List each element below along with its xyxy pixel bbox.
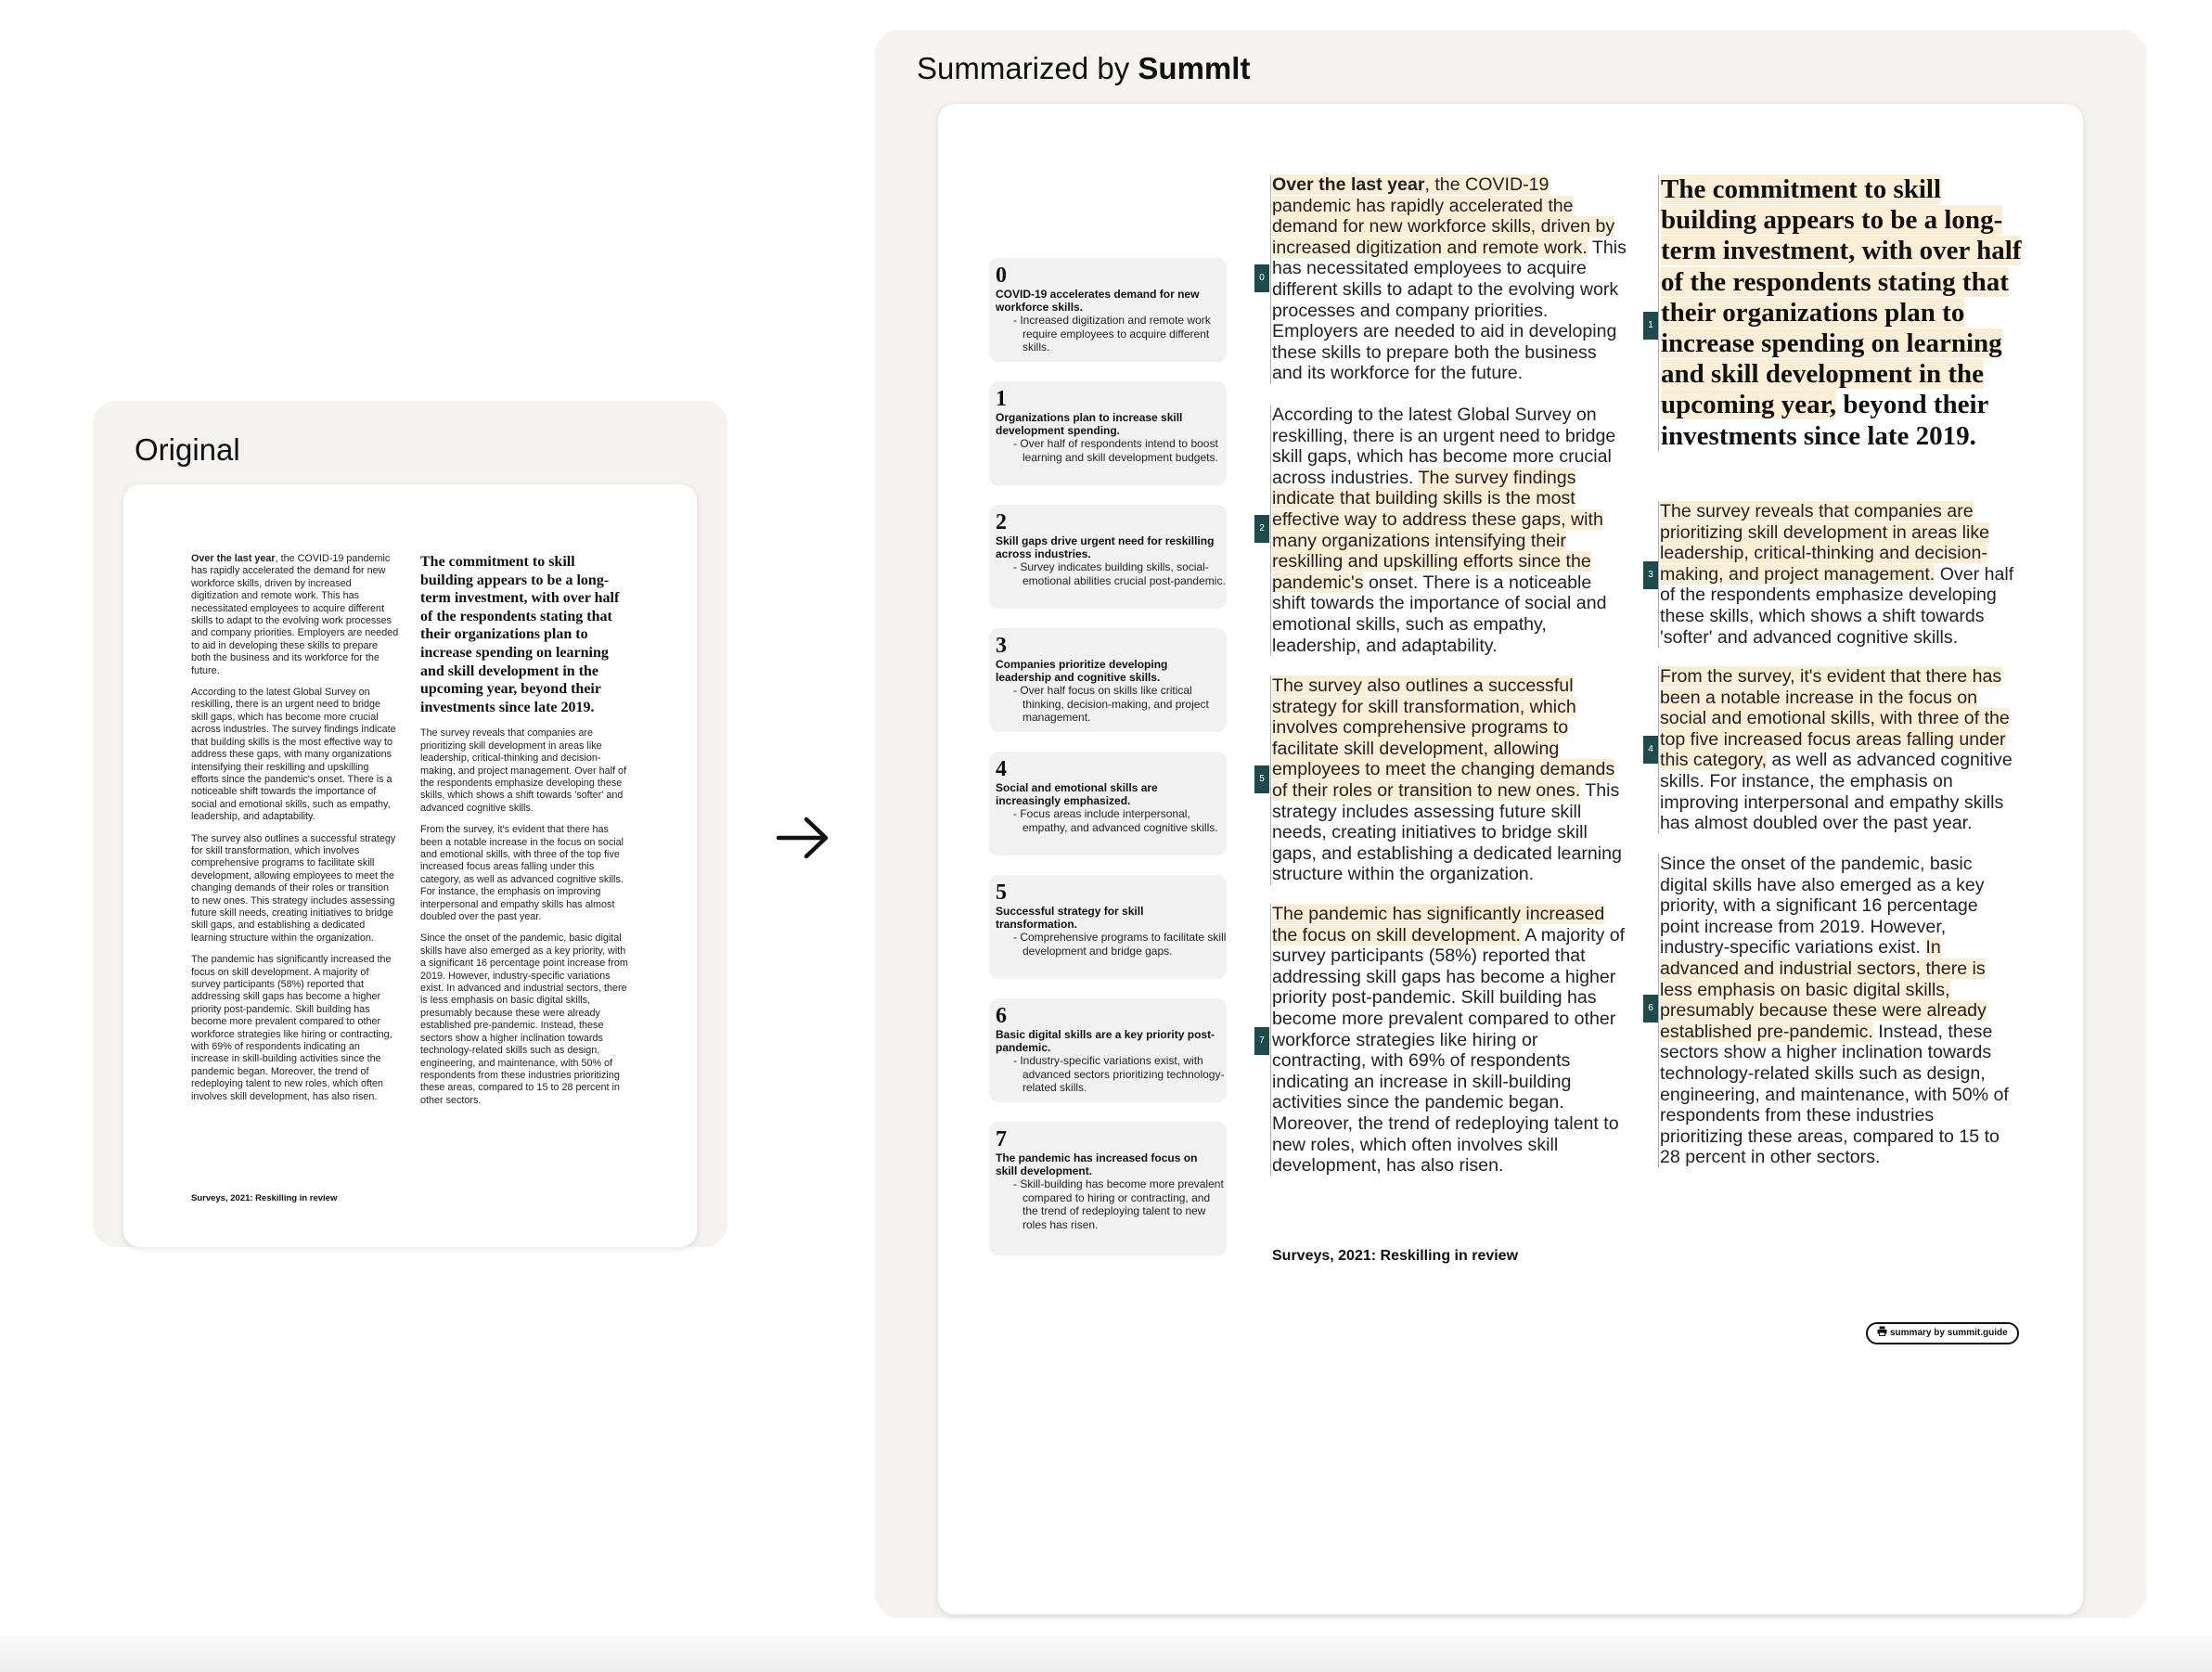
original-lead: Over the last year bbox=[191, 553, 276, 564]
card-bullet: - Skill-building has become more prevalent compared to hiring or contracting, and the trend of redeploying talent to new roles has risen. bbox=[1013, 1177, 1224, 1231]
summary-guide-badge[interactable] bbox=[1866, 1322, 2019, 1344]
highlighted-text: The survey findings indicate that building skills is the most effective way to address these gaps, with many organizations intensifying their reskilling and upskilling efforts since the pandemic's bbox=[1272, 467, 1603, 593]
card-bullet: - Over half focus on skills like critical thinking, decision-making, and project management. bbox=[1013, 684, 1209, 724]
summary-paragraph-2 bbox=[1270, 405, 1627, 656]
original-document bbox=[123, 484, 697, 1247]
paragraph-badge-1[interactable]: 1 bbox=[1643, 312, 1658, 340]
card-bullet: - Focus areas include interpersonal, empathy, and advanced cognitive skills. bbox=[1013, 807, 1218, 834]
summary-card-4[interactable] bbox=[989, 752, 1227, 855]
summary-card-0[interactable] bbox=[989, 258, 1227, 362]
card-number: 5 bbox=[996, 881, 1007, 905]
summit-brand: Summlt bbox=[1138, 51, 1251, 85]
plain-text: onset. There is a noticeable shift towards the importance of social and emotional skills, such as empathy, leadership, and adaptability. bbox=[1272, 572, 1607, 656]
highlighted-text bbox=[1272, 174, 1614, 258]
paragraph-badge-3[interactable]: 3 bbox=[1643, 561, 1658, 589]
highlighted-text: In advanced and industrial sectors, there is less emphasis on basic digital skills, presumably because these were already established pre-pandemic. bbox=[1660, 937, 1987, 1042]
original-right-column bbox=[420, 553, 630, 1116]
card-title: Companies prioritize developing leadership and cognitive skills. bbox=[996, 658, 1168, 684]
card-title: Social and emotional skills are increasingly emphasized. bbox=[996, 781, 1158, 807]
original-paragraph: The pandemic has significantly increased the focus on skill development. A majority of survey participants (58%) reported that addressing skill gaps has become a higher priority post-pandemic. Skill building has become more prevalent compared to other workforce strategies like hiring or contracting, with 69% of respondents indicating an increase in skill-building activities since the pandemic began. Moreover, the trend of redeploying talent to new roles, which often involves skill development, has also risen. bbox=[191, 954, 392, 1102]
paragraph-badge-6[interactable]: 6 bbox=[1643, 995, 1658, 1022]
highlighted-text: The pandemic has significantly increased the focus on skill development. bbox=[1272, 904, 1605, 945]
printer-icon bbox=[1877, 1326, 1887, 1336]
card-title: The pandemic has increased focus on skill development. bbox=[996, 1151, 1198, 1177]
summary-paragraph-6 bbox=[1658, 854, 2014, 1168]
summary-guide-label: summary by summit.guide bbox=[1890, 1328, 2008, 1338]
summary-paragraph-5 bbox=[1270, 675, 1627, 885]
window-bottom-bar bbox=[0, 1635, 2212, 1672]
plain-text: Instead, these sectors show a higher inclination towards technology-related skills such as design, engineering, and maintenance, with 50% of respondents from these industries prioritizing these areas, compared to 15 to 28 percent in other sectors. bbox=[1660, 1021, 2009, 1168]
card-number: 2 bbox=[996, 510, 1007, 534]
summary-paragraph-7 bbox=[1270, 904, 1627, 1177]
summary-paragraph-3 bbox=[1658, 501, 2014, 648]
paragraph-lead: Over the last year bbox=[1272, 174, 1425, 195]
summary-card-1[interactable] bbox=[989, 381, 1227, 485]
plain-text: This strategy includes assessing future skill needs, creating initiatives to bridge skill gaps, and establishing a dedicated learning structure within the organization. bbox=[1272, 779, 1622, 885]
card-number: 0 bbox=[996, 264, 1007, 288]
card-number: 1 bbox=[996, 387, 1007, 411]
arrow-right-icon bbox=[776, 815, 830, 861]
summary-title-prefix: Summarized by bbox=[917, 51, 1138, 85]
summary-paragraph-4 bbox=[1658, 666, 2014, 834]
plain-text: This has necessitated employees to acquire different skills to adapt to the evolving work processes and company priorities. Employers are needed to aid in developing these skills to prepare both the business and its workforce for the future. bbox=[1272, 237, 1627, 384]
plain-text: Since the onset of the pandemic, basic digital skills have also emerged as a key priority, with a significant 16 percentage point increase from 2019. However, industry-specific variations exist. bbox=[1660, 854, 1985, 958]
card-title: Basic digital skills are a key priority post-pandemic. bbox=[996, 1028, 1215, 1054]
original-paragraph: According to the latest Global Survey on reskilling, there is an urgent need to bridge skill gaps, which has become more crucial across industries. The survey findings indicate that building skills is the most effective way to address these gaps, with many organizations intensifying their reskilling and upskilling efforts since the pandemic's onset. There is a noticeable shift towards the importance of social and emotional skills, such as empathy, leadership, and adaptability. bbox=[191, 687, 396, 823]
summary-card-7[interactable] bbox=[989, 1122, 1227, 1255]
highlighted-text: The survey reveals that companies are prioritizing skill development in areas like leadership, critical-thinking and decision-making, and project management. bbox=[1660, 501, 1990, 585]
original-paragraph: From the survey, it's evident that there has been a notable increase in the focus on social and emotional skills, with three of the top five increased focus areas falling under this category, as well as advanced cognitive skills. For instance, the emphasis on improving interpersonal and empathy skills has almost doubled over the past year. bbox=[420, 824, 624, 923]
highlighted-text: From the survey, it's evident that there has been a notable increase in the focus on social and emotional skills, with three of the top five increased focus areas falling under this category, bbox=[1660, 666, 2010, 771]
original-panel bbox=[93, 401, 727, 1247]
card-bullet: - Survey indicates building skills, social-emotional abilities crucial post-pandemic. bbox=[1013, 560, 1226, 587]
summary-heading-paragraph-1 bbox=[1658, 174, 2023, 452]
card-title: COVID-19 accelerates demand for new workforce skills. bbox=[996, 288, 1200, 314]
summary-paragraph-0 bbox=[1270, 174, 1627, 384]
card-title: Skill gaps drive urgent need for reskilling across industries. bbox=[996, 534, 1215, 560]
paragraph-badge-5[interactable]: 5 bbox=[1254, 765, 1269, 793]
plain-text: beyond their investments since late 2019. bbox=[1661, 390, 1988, 451]
summary-card-2[interactable] bbox=[989, 505, 1227, 609]
card-number: 7 bbox=[996, 1127, 1007, 1151]
card-title: Organizations plan to increase skill development spending. bbox=[996, 411, 1183, 437]
card-bullet: - Comprehensive programs to facilitate skill development and bridge gaps. bbox=[1013, 931, 1227, 958]
original-left-column bbox=[191, 553, 399, 1113]
highlight-span: , the COVID-19 pandemic has rapidly accelerated the demand for new workforce skills, driven by increased digitization and remote work. bbox=[1272, 174, 1615, 258]
plain-text: as well as advanced cognitive skills. For instance, the emphasis on improving interpersonal and empathy skills has almost doubled over the past year. bbox=[1660, 750, 2013, 834]
paragraph-badge-0[interactable]: 0 bbox=[1254, 264, 1269, 292]
plain-text: Over half of the respondents emphasize developing these skills, which shows a shift towards 'softer' and advanced cognitive skills. bbox=[1660, 563, 2014, 648]
plain-text: A majority of survey participants (58%) reported that addressing skill gaps has become a higher priority post-pandemic. Skill building has become more prevalent compared to other workforce strategies like hiring or contracting, with 69% of respondents indicating an increase in skill-building activities since the pandemic began. Moreover, the trend of redeploying talent to new roles, which often involves skill development, has also risen. bbox=[1272, 924, 1626, 1177]
original-paragraph: The survey also outlines a successful strategy for skill transformation, which involves comprehensive programs to facilitate skill development, allowing employees to meet the changing demands of their roles or transition to new ones. This strategy includes assessing future skill needs, creating initiatives to bridge skill gaps, and establishing a dedicated learning structure within the organization. bbox=[191, 832, 396, 944]
summary-panel-title bbox=[917, 51, 1250, 86]
highlighted-text: The survey also outlines a successful strategy for skill transformation, which involves comprehensive programs to facilitate skill development, allowing employees to meet the changing demands of their roles or transition to new ones. bbox=[1272, 675, 1615, 801]
original-paragraph bbox=[191, 553, 399, 677]
card-title: Successful strategy for skill transformation. bbox=[996, 905, 1144, 931]
paragraph-badge-4[interactable]: 4 bbox=[1643, 736, 1658, 764]
highlighted-text: The commitment to skill building appears to be a long-term investment, with over half of the respondents stating that their organizations plan to increase spending on learning and skill development in the upcoming year, bbox=[1661, 174, 2022, 420]
card-bullet: - Increased digitization and remote work require employees to acquire different skills. bbox=[1013, 314, 1211, 354]
card-number: 3 bbox=[996, 634, 1007, 658]
summary-card-6[interactable] bbox=[989, 998, 1227, 1102]
card-bullet: - Industry-specific variations exist, with advanced sectors prioritizing technology-related skills. bbox=[1013, 1054, 1225, 1094]
original-paragraph: Since the onset of the pandemic, basic digital skills have also emerged as a key priority, with a significant 16 percentage point increase from 2019. However, industry-specific variations exist. In advanced and industrial sectors, there is less emphasis on basic digital skills, presumably because these were already established pre-pandemic. Instead, these sectors show a higher inclination towards technology-related skills such as design, engineering, and maintenance, with 50% of respondents from these industries prioritizing these areas, compared to 15 to 28 percent in other sectors. bbox=[420, 932, 628, 1106]
paragraph-badge-2[interactable]: 2 bbox=[1254, 515, 1269, 543]
original-panel-title: Original bbox=[135, 432, 240, 467]
summary-card-5[interactable] bbox=[989, 875, 1227, 979]
summary-card-3[interactable] bbox=[989, 628, 1227, 732]
paragraph-badge-7[interactable]: 7 bbox=[1254, 1027, 1269, 1055]
original-paragraph-text: , the COVID-19 pandemic has rapidly accelerated the demand for new workforce skills, driven by increased digitization and remote work. This has necessitated employees to acquire different skills to adapt to the evolving work processes and company priorities. Employers are needed to aid in developing these skills to prepare both the business and its workforce for the future. bbox=[191, 553, 399, 676]
original-paragraph: The survey reveals that companies are prioritizing skill development in areas like leadership, critical-thinking and decision-making, and project management. Over half of the respondents emphasize developing these skills, which shows a shift towards 'softer' and advanced cognitive skills. bbox=[420, 727, 627, 814]
original-footer: Surveys, 2021: Reskilling in review bbox=[191, 1193, 338, 1203]
plain-text: According to the latest Global Survey on reskilling, there is an urgent need to bridge skill gaps, which has become more crucial across industries. bbox=[1272, 405, 1616, 488]
card-bullet: - Over half of respondents intend to boost learning and skill development budgets. bbox=[1013, 437, 1218, 464]
card-number: 4 bbox=[996, 757, 1007, 781]
original-heading: The commitment to skill building appears to be a long-term investment, with over half of the respondents stating that their organizations plan to increase spending on learning and skill development in the upcoming year, beyond their investments since late 2019. bbox=[420, 554, 620, 715]
summary-footer: Surveys, 2021: Reskilling in review bbox=[1272, 1248, 1519, 1264]
card-number: 6 bbox=[996, 1004, 1007, 1028]
